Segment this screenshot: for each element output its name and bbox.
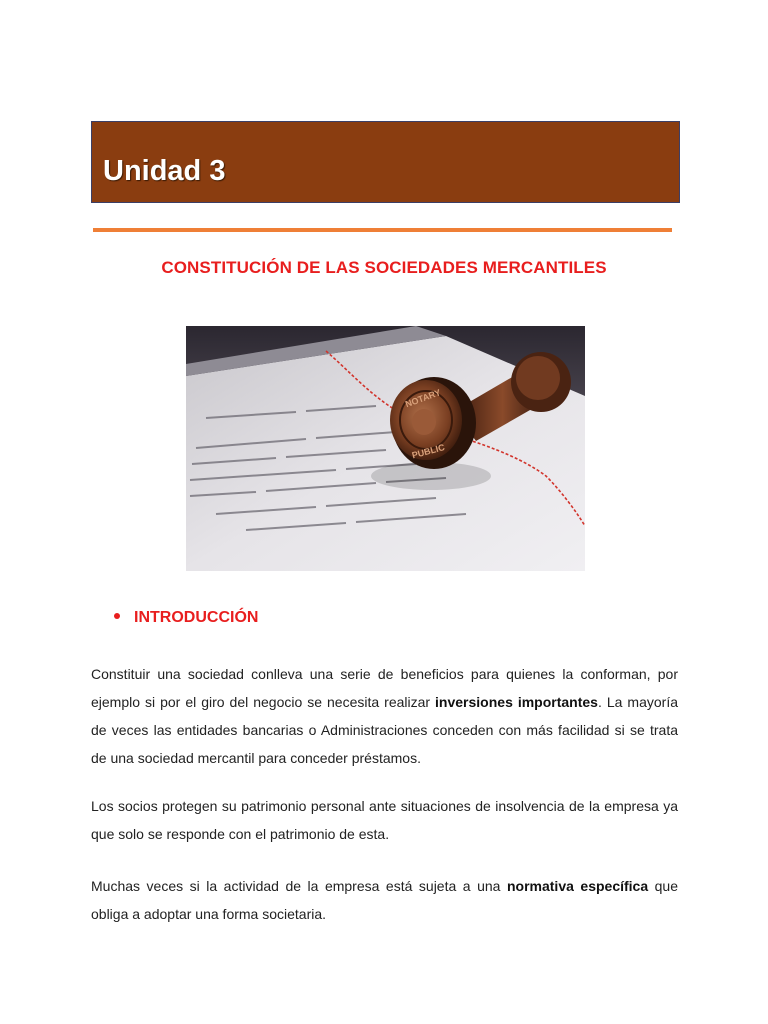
paragraph-1-text-a: Constituir una sociedad conlleva una serie de beneficios para quienes la conforman, por ejemplo si por el giro del negocio se necesita realizar (91, 666, 678, 710)
paragraph-3 (91, 872, 678, 928)
accent-divider (93, 228, 672, 232)
paragraph-3-text-a: Muchas veces si la actividad de la empresa está sujeta a una (91, 878, 507, 894)
paragraph-3-bold: normativa específica (506, 878, 649, 894)
notary-stamp-image (186, 326, 585, 571)
stamp-text-top: NOTARY (403, 387, 443, 410)
stamp-text-bottom: PUBLIC (410, 442, 446, 461)
unit-banner (91, 121, 680, 203)
paragraph-3-text-b: que obliga a adoptar una forma societaria. (91, 878, 679, 922)
paragraph-1-bold: inversiones importantes (435, 694, 598, 710)
unit-title: Unidad 3 (103, 155, 226, 187)
paragraph-2: Los socios protegen su patrimonio personal ante situaciones de insolvencia de la empresa ya que solo se responde con el patrimonio de esta. (91, 798, 678, 842)
bullet-icon (114, 613, 120, 619)
paragraph-1 (91, 660, 678, 772)
section-heading-text: INTRODUCCIÓN (134, 609, 259, 626)
section-heading-introduccion (114, 609, 258, 627)
document-title: CONSTITUCIÓN DE LAS SOCIEDADES MERCANTILES (161, 258, 607, 277)
paragraph-1-text-b: . La mayoría de veces las entidades bancarias o Administraciones conceden con más facilidad si se trata de una sociedad mercantil para conceder préstamos. (91, 694, 678, 766)
